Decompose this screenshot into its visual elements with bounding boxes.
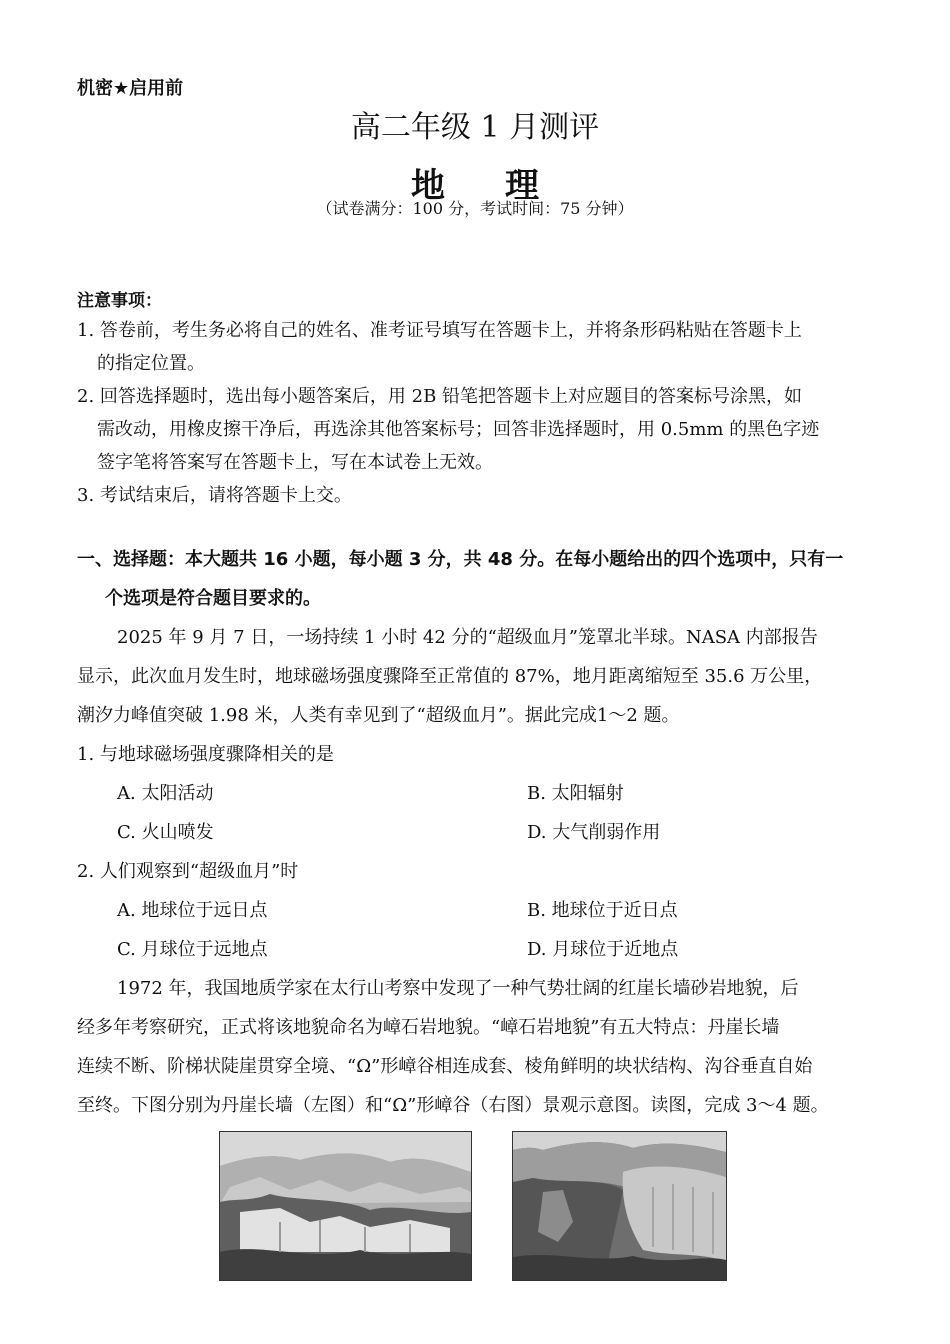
passage-2-line-3: 连续不断、阶梯状陡崖贯穿全境、“Ω”形嶂谷相连成套、棱角鲜明的块状结构、沟谷垂直自始: [77, 1056, 813, 1077]
note-2-line-3: 签字笔将答案写在答题卡上，写在本试卷上无效。: [97, 452, 493, 473]
note-1-line-1: 1. 答卷前，考生务必将自己的姓名、准考证号填写在答题卡上，并将条形码粘贴在答题卡上: [77, 320, 802, 341]
passage-1-line-1: 2025 年 9 月 7 日，一场持续 1 小时 42 分的“超级血月”笼罩北半球。NASA 内部报告: [117, 627, 818, 648]
confidential-label: 机密★启用前: [77, 78, 184, 99]
subject-title: 地理: [411, 166, 599, 206]
notes-label: 注意事项：: [77, 291, 162, 311]
score-info: （试卷满分：100 分，考试时间：75 分钟）: [316, 199, 634, 218]
question-1-option-b: B. 太阳辐射: [527, 783, 624, 804]
section-1-heading-line-2: 个选项是符合题目要求的。: [105, 588, 321, 609]
passage-1-line-3: 潮汐力峰值突破 1.98 米，人类有幸见到了“超级血月”。据此完成1～2 题。: [77, 705, 680, 726]
passage-1-line-2: 显示，此次血月发生时，地球磁场强度骤降至正常值的 87%，地月距离缩短至 35.6 万公里，: [77, 666, 823, 687]
question-1-stem: 1. 与地球磁场强度骤降相关的是: [77, 744, 334, 765]
note-2-line-2: 需改动，用橡皮擦干净后，再选涂其他答案标号；回答非选择题时，用 0.5mm 的黑色字迹: [97, 419, 820, 440]
cliff-wall-photo: [219, 1131, 472, 1281]
omega-canyon-photo: [512, 1131, 727, 1281]
passage-2-line-1: 1972 年，我国地质学家在太行山考察中发现了一种气势壮阔的红崖长墙砂岩地貌，后: [117, 978, 799, 999]
question-2-option-c: C. 月球位于远地点: [117, 939, 268, 960]
note-3-line-1: 3. 考试结束后，请将答题卡上交。: [77, 485, 352, 506]
question-1-option-c: C. 火山喷发: [117, 822, 214, 843]
passage-2-line-4: 至终。下图分别为丹崖长墙（左图）和“Ω”形嶂谷（右图）景观示意图。读图，完成 3～4 题。: [77, 1095, 829, 1116]
note-1-line-2: 的指定位置。: [97, 353, 205, 374]
exam-title: 高二年级 1 月测评: [350, 110, 600, 145]
passage-2-line-2: 经多年考察研究，正式将该地貌命名为嶂石岩地貌。“嶂石岩地貌”有五大特点：丹崖长墙: [77, 1017, 780, 1038]
question-1-option-a: A. 太阳活动: [117, 783, 214, 804]
section-1-heading: 一、选择题：本大题共 16 小题，每小题 3 分，共 48 分。在每小题给出的四个选项中，只有一: [77, 549, 844, 570]
question-1-option-d: D. 大气削弱作用: [527, 822, 661, 843]
question-2-option-a: A. 地球位于远日点: [117, 900, 268, 921]
question-2-option-d: D. 月球位于近地点: [527, 939, 679, 960]
question-2-stem: 2. 人们观察到“超级血月”时: [77, 861, 299, 882]
question-2-option-b: B. 地球位于近日点: [527, 900, 678, 921]
note-2-line-1: 2. 回答选择题时，选出每小题答案后，用 2B 铅笔把答题卡上对应题目的答案标号涂黑，如: [77, 386, 803, 407]
